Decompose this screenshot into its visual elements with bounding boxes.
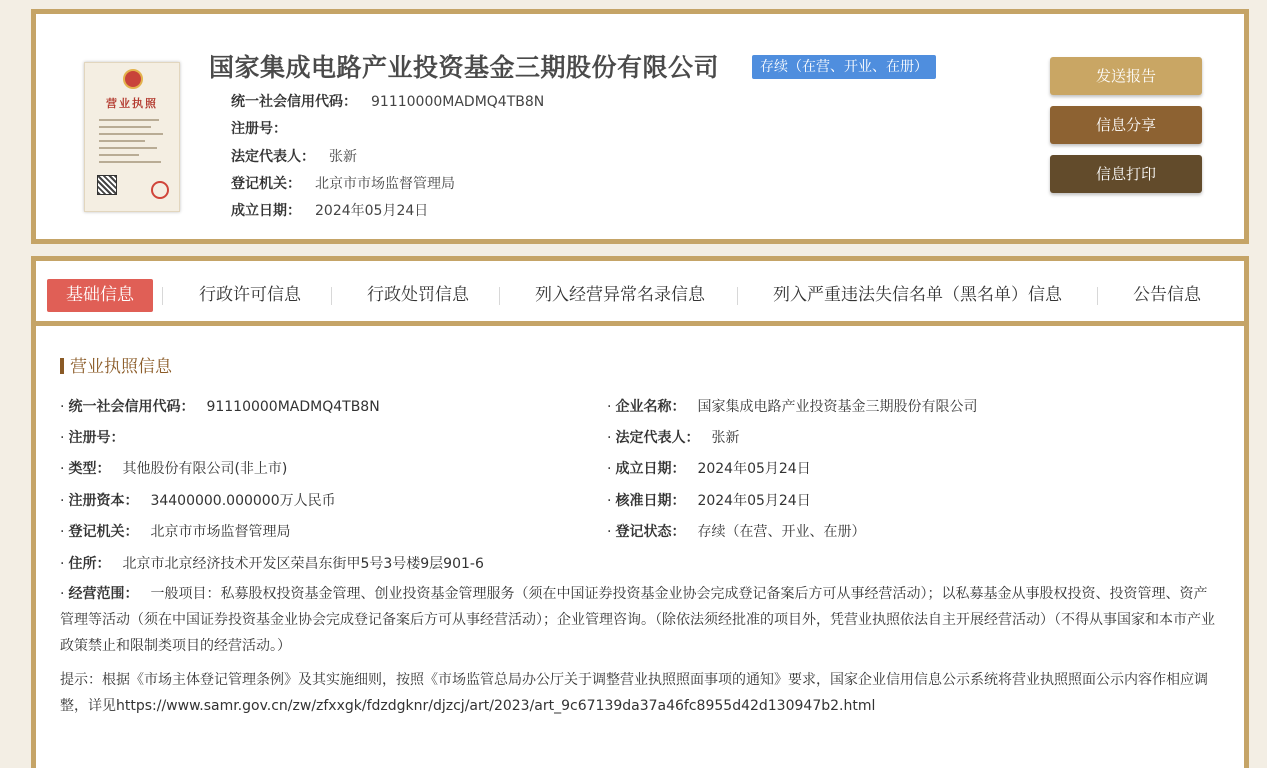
info-company-name bbox=[607, 396, 977, 416]
field-value: 北京市北京经济技术开发区荣昌东街甲5号3号楼9层901-6 bbox=[122, 556, 484, 572]
tab-divider bbox=[331, 287, 332, 305]
field-label: 登记状态： bbox=[615, 524, 686, 540]
field-label: 成立日期： bbox=[615, 461, 686, 477]
tab-bar bbox=[36, 261, 1244, 326]
qr-code-icon bbox=[97, 175, 117, 195]
bullet: · bbox=[60, 430, 65, 446]
field-value: 34400000.000000万人民币 bbox=[150, 493, 336, 509]
section-marker bbox=[60, 358, 64, 374]
field-value: 北京市市场监督管理局 bbox=[315, 176, 455, 192]
info-type bbox=[60, 458, 287, 478]
field-label: 成立日期： bbox=[231, 203, 301, 219]
field-label: 注册号： bbox=[68, 430, 125, 446]
field-label: 类型： bbox=[68, 461, 111, 477]
field-label: 经营范围： bbox=[68, 586, 139, 602]
license-text-line bbox=[99, 133, 163, 135]
national-emblem-icon bbox=[123, 69, 143, 89]
bullet: · bbox=[607, 461, 612, 477]
header-legal-rep bbox=[231, 146, 357, 166]
field-label: 统一社会信用代码： bbox=[231, 94, 357, 110]
license-text-line bbox=[99, 119, 159, 121]
header-reg-number bbox=[231, 118, 301, 138]
header-reg-authority bbox=[231, 173, 455, 193]
bullet: · bbox=[60, 461, 65, 477]
info-address bbox=[60, 553, 484, 573]
tab-divider bbox=[499, 287, 500, 305]
tab-admin-penalty[interactable]: 行政处罚信息 bbox=[367, 285, 469, 305]
tab-admin-license[interactable]: 行政许可信息 bbox=[199, 285, 301, 305]
info-reg-authority bbox=[60, 521, 290, 541]
business-license-image[interactable] bbox=[84, 62, 180, 212]
license-text-line bbox=[99, 154, 139, 156]
tab-divider bbox=[162, 287, 163, 305]
section-title-text: 营业执照信息 bbox=[70, 357, 172, 377]
field-value: 2024年05月24日 bbox=[315, 203, 429, 219]
field-label: 法定代表人： bbox=[615, 430, 700, 446]
field-label: 住所： bbox=[68, 556, 111, 572]
field-value: 其他股份有限公司(非上市) bbox=[122, 461, 288, 477]
field-label: 注册资本： bbox=[68, 493, 139, 509]
header-est-date bbox=[231, 200, 428, 220]
field-value: 2024年05月24日 bbox=[697, 461, 811, 477]
send-report-button[interactable]: 发送报告 bbox=[1050, 57, 1202, 95]
info-reg-capital bbox=[60, 490, 336, 510]
field-label: 企业名称： bbox=[615, 399, 686, 415]
field-value: 国家集成电路产业投资基金三期股份有限公司 bbox=[697, 399, 978, 415]
company-header-card bbox=[31, 9, 1249, 244]
tab-divider bbox=[1097, 287, 1098, 305]
bullet: · bbox=[607, 430, 612, 446]
license-text-line bbox=[99, 140, 145, 142]
bullet: · bbox=[607, 524, 612, 540]
license-text-line bbox=[99, 161, 161, 163]
info-approval-date bbox=[607, 490, 811, 510]
status-badge: 存续（在营、开业、在册） bbox=[752, 55, 936, 79]
field-label: 核准日期： bbox=[615, 493, 686, 509]
main-info-card bbox=[31, 256, 1249, 768]
bullet: · bbox=[60, 524, 65, 540]
notice-text: 提示：根据《市场主体登记管理条例》及其实施细则，按照《市场监管总局办公厅关于调整营业执照照面事项的通知》要求，国家企业信用信息公示系统将营业执照照面公示内容作相应调整，详见https://www.samr.gov.cn/zw/zfxxgk/fdzdgknr/djzcj/art/2023/art_9c67139da37a46fc8955d42d130947b2.html bbox=[60, 672, 1208, 714]
section-title bbox=[60, 352, 172, 377]
field-value: 2024年05月24日 bbox=[697, 493, 811, 509]
field-label: 登记机关： bbox=[231, 176, 301, 192]
tab-blacklist[interactable]: 列入严重违法失信名单（黑名单）信息 bbox=[773, 285, 1062, 305]
bullet: · bbox=[60, 586, 65, 602]
field-value: 北京市市场监督管理局 bbox=[150, 524, 291, 540]
tab-announcements[interactable]: 公告信息 bbox=[1133, 285, 1201, 305]
print-info-button[interactable]: 信息打印 bbox=[1050, 155, 1202, 193]
field-label: 法定代表人： bbox=[231, 149, 315, 165]
field-value: 91110000MADMQ4TB8N bbox=[206, 399, 380, 415]
info-reg-status bbox=[607, 521, 865, 541]
field-value: 张新 bbox=[711, 430, 740, 446]
field-value: 91110000MADMQ4TB8N bbox=[371, 94, 545, 110]
field-label: 登记机关： bbox=[68, 524, 139, 540]
info-legal-rep bbox=[607, 427, 739, 447]
field-label: 注册号： bbox=[231, 121, 287, 137]
tab-basic-info[interactable]: 基础信息 bbox=[47, 279, 153, 312]
bullet: · bbox=[607, 399, 612, 415]
field-label: 统一社会信用代码： bbox=[68, 399, 195, 415]
field-value: 存续（在营、开业、在册） bbox=[697, 524, 866, 540]
company-name: 国家集成电路产业投资基金三期股份有限公司 bbox=[209, 53, 720, 82]
business-scope-text: 一般项目：私募股权投资基金管理、创业投资基金管理服务（须在中国证券投资基金业协会完成登记备案后方可从事经营活动）；以私募基金从事股权投资、投资管理、资产管理等活动（须在中国证券投资基金业协会完成登记备案后方可从事经营活动）；企业管理咨询。（除依法须经批准的项目外，凭营业执照依法自主开展经营活动）（不得从事国家和本市产业政策禁止和限制类项目的经营活动。） bbox=[60, 586, 1215, 654]
tab-divider bbox=[737, 287, 738, 305]
share-info-button[interactable]: 信息分享 bbox=[1050, 106, 1202, 144]
tab-abnormal-list[interactable]: 列入经营异常名录信息 bbox=[535, 285, 705, 305]
bullet: · bbox=[607, 493, 612, 509]
bullet: · bbox=[60, 493, 65, 509]
info-reg-number bbox=[60, 427, 136, 447]
license-image-title: 营业执照 bbox=[106, 97, 158, 110]
field-value: 张新 bbox=[329, 149, 357, 165]
license-text-line bbox=[99, 147, 157, 149]
bullet: · bbox=[60, 399, 65, 415]
official-stamp-icon bbox=[151, 181, 169, 199]
info-credit-code bbox=[60, 396, 380, 416]
bullet: · bbox=[60, 556, 65, 572]
license-text-line bbox=[99, 126, 151, 128]
header-credit-code bbox=[231, 91, 544, 111]
business-scope bbox=[60, 581, 1220, 659]
info-est-date bbox=[607, 458, 811, 478]
